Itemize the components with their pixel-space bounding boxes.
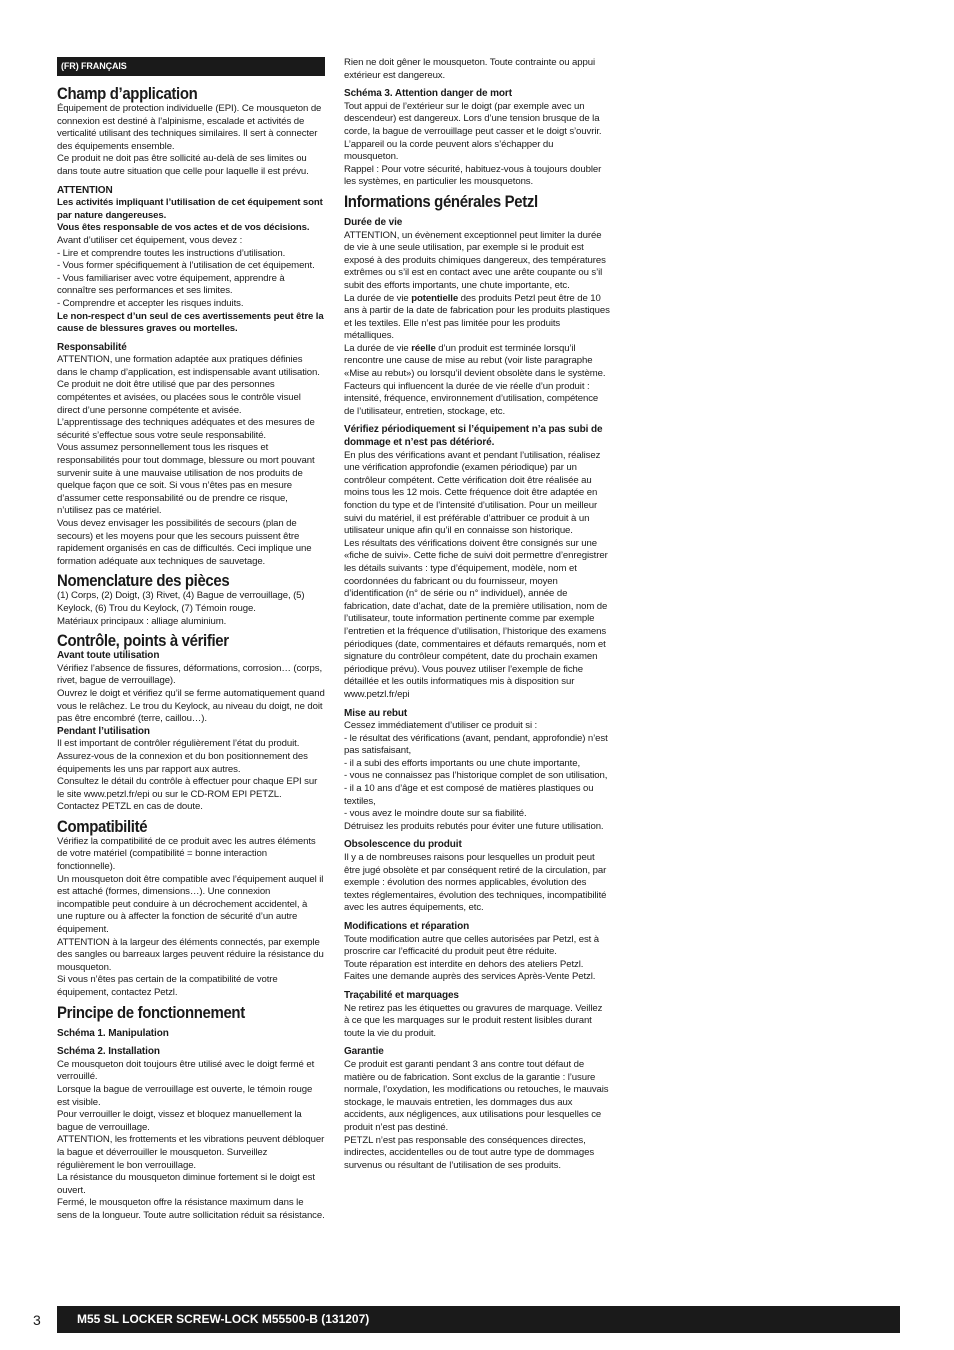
paragraph: Vous assumez personnellement tous les risques et responsabilités pour tout dommage, blessure ou mort pouvant survenir suite à une mauvaise utilisation de nos produits de quelque façon que ce soit. Si vous n’êtes pas en mesure d’assumer cette responsabilité ou de prendre ce risque, n’utilisez pas ce matériel.: [57, 442, 315, 517]
warning-text: Les activités impliquant l’utilisation de cet équipement sont par nature dangereuses.: [57, 197, 323, 221]
paragraph: Vérifiez la compatibilité de ce produit avec les autres éléments de votre matériel (compatibilité = bonne interaction fonctionnelle).: [57, 835, 316, 873]
paragraph: Toute réparation est interdite en dehors des ateliers Petzl. Faites une demande auprès des services Après-Vente Petzl.: [344, 958, 596, 983]
paragraph: Vous devez envisager les possibilités de secours (plan de secours) et les moyens pour que les secours puissent être rapidement organisés en cas de difficultés. Ceci implique une formation adéquate aux techniques de sauvetage.: [57, 518, 312, 567]
text-run: La durée de vie: [344, 292, 412, 304]
paragraph: Il y a de nombreuses raisons pour lesquelles un produit peut être jugé obsolète et par conséquent retiré de la circulation, par exemple : évolution des normes applicables, évolution des textes réglementaires, évolution des techniques, incompatibilité avec les autres équipements, etc.: [344, 852, 607, 914]
paragraph: Ce produit ne doit pas être sollicité au-delà de ses limites ou dans toute autre situation que celle pour laquelle il est prévu.: [57, 153, 309, 177]
paragraph: Fermé, le mousqueton offre la résistance maximum dans le sens de la longueur. Toute autre sollicitation réduit sa résistance.: [57, 1197, 325, 1221]
subtitle-modifications: Modifications et réparation: [344, 921, 470, 932]
text-run: La durée de vie: [344, 342, 412, 354]
paragraph: En plus des vérifications avant et pendant l’utilisation, réalisez une vérification approfondie (examen périodique) par un contrôleur compétent. Cette vérification doit être réalisée au moins tous les 12 mois. Cette fréquence doit être adaptée en fonction du type et de l’intensité d’utilisation. Pour un meilleur suivi du matériel, il est préférable d’attribuer ce produit à un utilisateur unique afin qu’il en connaisse son historique.: [344, 449, 601, 537]
emphasis: réelle: [411, 342, 436, 354]
paragraph: [344, 343, 610, 381]
paragraph: Si vous n’êtes pas certain de la compatibilité de votre équipement, contactez Petzl.: [57, 974, 278, 998]
paragraph: PETZL n’est pas responsable des conséquences directes, indirectes, accidentelles ou de tout autre type de dommages survenus ou résultant de l’utilisation de ses produits.: [344, 1134, 595, 1171]
right-column: [344, 57, 610, 1172]
paragraph: ATTENTION, un évènement exceptionnel peut limiter la durée de vie à une seule utilisation, par exemple si le produit est exposé à des produits chimiques dangereux, des températures extrêmes ou s’il est en contact avec une arête coupante ou s’il subit des efforts importants, une chute importante, etc.: [344, 229, 606, 291]
paragraph: Un mousqueton doit être compatible avec l’équipement auquel il est attaché (formes, dimensions…). Une connexion incompatible peut conduire à un décrochement accidentel, à une rupture ou à affecter la fonction de sécurité d’un autre équipement.: [57, 873, 324, 936]
section-title-principe: Principe de fonctionnement: [57, 1002, 245, 1022]
left-column: [57, 57, 325, 1223]
section-title-nomenclature: Nomenclature des pièces: [57, 571, 230, 591]
paragraph: Toute modification autre que celles autorisées par Petzl, est à proscrire car l’efficacité du produit peut être réduite.: [344, 933, 600, 958]
paragraph: ATTENTION, une formation adaptée aux pratiques définies dans le champ d’application, est indispensable avant utilisation.: [57, 354, 320, 378]
subtitle-rebut: Mise au rebut: [344, 707, 408, 719]
paragraph: Rien ne doit gêner le mousqueton. Toute contrainte ou appui extérieur est dangereux.: [344, 57, 596, 81]
paragraph: Facteurs qui influencent la durée de vie réelle d’un produit : intensité, fréquence, environnement d’utilisation, compétence de l’utilisateur, entretien, stockage, etc.: [344, 380, 599, 417]
paragraph: Vérifiez l’absence de fissures, déformations, corrosion… (corps, rivet, bague de verrouillage).: [57, 662, 323, 687]
paragraph: Pour verrouiller le doigt, vissez et bloquez manuellement la bague de verrouillage.: [57, 1109, 302, 1133]
subtitle-attention: ATTENTION: [57, 184, 113, 196]
paragraph: [344, 293, 610, 343]
list-item: - Vous former spécifiquement à l’utilisation de cet équipement.: [57, 260, 315, 272]
paragraph: (1) Corps, (2) Doigt, (3) Rivet, (4) Bague de verrouillage, (5) Keylock, (6) Trou du Keylock, (7) Témoin rouge.: [57, 590, 305, 614]
text-run: d’un produit est terminée lorsqu’il rencontre une cause de mise au rebut (voir liste paragraphe «Mise au rebut») ou lorsqu’il devient obsolète dans le système.: [344, 342, 606, 380]
paragraph: Cessez immédiatement d’utiliser ce produit si :: [344, 720, 538, 732]
section-title-champ: Champ d’application: [57, 84, 198, 103]
paragraph: Matériaux principaux : alliage aluminium.: [57, 615, 227, 627]
subtitle-pendant: Pendant l’utilisation: [57, 725, 150, 737]
paragraph: Ce produit ne doit être utilisé que par des personnes compétentes et avisées, ou placées sous le contrôle visuel direct d’une personne compétente et avisée.: [57, 379, 301, 416]
list-item: - il a 10 ans d’âge et est composé de matières plastiques ou textiles,: [344, 783, 594, 807]
paragraph: Les résultats des vérifications doivent être consignés sur une «fiche de suivi». Cette fiche de suivi doit permettre d’enregistrer les détails suivants : type d’équipement, modèle, nom et coordonnées du fabricant ou du fournisseur, moyen d’identification (n° de série ou n° individuel), année de fabrication, date d’achat, date de la première utilisation, nom de l’utilisateur, toute information pertinente comme par exemple l’entretien et la fréquence d’utilisation, l’historique des examens périodiques (date, commentaires et défauts remarqués, nom et signature du contrôleur compétent, date du prochain examen périodique prévu). Vous pouvez utiliser l’exemple de fiche détaillée et les outils informatiques mis à disposition sur www.petzl.fr/epi: [344, 537, 608, 700]
subtitle-obsolescence: Obsolescence du produit: [344, 839, 462, 851]
list-item: - vous avez le moindre doute sur sa fiabilité.: [344, 808, 527, 820]
subtitle-schema2: Schéma 2. Installation: [57, 1046, 160, 1058]
language-label: (FR) FRANÇAIS: [57, 57, 325, 76]
paragraph: Lorsque la bague de verrouillage est ouverte, le témoin rouge est visible.: [57, 1083, 313, 1108]
paragraph: Équipement de protection individuelle (EPI). Ce mousqueton de connexion est destiné à l’alpinisme, escalade et activités de verticalité utilisant des techniques similaires. Il sert à connecter des équipements ensemble.: [57, 103, 322, 152]
list-item: - il a subi des efforts importants ou une chute importante,: [344, 757, 581, 769]
paragraph: Il est important de contrôler régulièrement l’état du produit. Assurez-vous de la connexion et du bon positionnement des équipements les uns par rapport aux autres.: [57, 738, 308, 775]
list-item: - le résultat des vérifications (avant, pendant, approfondie) n’est pas satisfaisant,: [344, 732, 608, 757]
paragraph: Contactez PETZL en cas de doute.: [57, 801, 203, 813]
section-title-informations: Informations générales Petzl: [344, 191, 538, 211]
paragraph: Détruisez les produits rebutés pour éviter une future utilisation.: [344, 820, 604, 832]
emphasis: potentielle: [411, 292, 459, 304]
warning-text: Vous êtes responsable de vos actes et de vos décisions.: [57, 222, 310, 234]
list-item: - Lire et comprendre toutes les instructions d’utilisation.: [57, 247, 286, 259]
subtitle-schema3: Schéma 3. Attention danger de mort: [344, 88, 512, 100]
paragraph: Avant d’utiliser cet équipement, vous devez :: [57, 234, 243, 246]
paragraph: ATTENTION à la largeur des éléments connectés, par exemple des sangles ou barreaux larges peuvent réduire la résistance du mousqueton.: [57, 936, 324, 973]
paragraph: Rappel : Pour votre sécurité, habituez-vous à toujours doubler les systèmes, en particulier les mousquetons.: [344, 163, 602, 188]
list-item: - Vous familiariser avec votre équipement, apprendre à connaître ses performances et ses limites.: [57, 272, 285, 297]
subtitle-verification: Vérifiez périodiquement si l’équipement n’a pas subi de dommage et n’est pas détérioré.: [344, 424, 603, 449]
paragraph: ATTENTION, les frottements et les vibrations peuvent débloquer la bague et déverrouiller le mousqueton. Surveillez régulièrement le bon verrouillage.: [57, 1134, 325, 1171]
subtitle-garantie: Garantie: [344, 1046, 384, 1058]
warning-text: Le non-respect d’un seul de ces avertissements peut être la cause de blessures graves ou mortelles.: [57, 310, 324, 335]
section-title-controle: Contrôle, points à vérifier: [57, 631, 229, 651]
paragraph: Tout appui de l’extérieur sur le doigt (par exemple avec un descendeur) est dangereux. Lors d’une tension brusque de la corde, la bague de verrouillage peut casser et le doigt s’ouvrir. L’appareil ou la corde peuvent alors s’échapper du mousqueton.: [344, 100, 602, 163]
paragraph: Ce mousqueton doit toujours être utilisé avec le doigt fermé et verrouillé.: [57, 1058, 315, 1083]
subtitle-duree: Durée de vie: [344, 216, 403, 228]
paragraph: Ce produit est garanti pendant 3 ans contre tout défaut de matière ou de fabrication. Sont exclus de la garantie : l’usure normale, l’oxydation, les modifications ou retouches, le mauvais stockage, le mauvais entretien, les dommages dus aux accidents, aux négligences, aux utilisations pour lesquelles ce produit n’est pas destiné.: [344, 1058, 609, 1133]
paragraph: Ouvrez le doigt et vérifiez qu’il se ferme automatiquement quand vous le relâchez. Le trou du Keylock, au niveau du doigt, ne doit pas être encombré (terre, caillou…).: [57, 687, 325, 725]
list-item: - Comprendre et accepter les risques induits.: [57, 297, 244, 309]
paragraph: L’apprentissage des techniques adéquates et des mesures de sécurité s’effectue sous votre seule responsabilité.: [57, 417, 315, 441]
subtitle-schema1: Schéma 1. Manipulation: [57, 1027, 169, 1039]
section-title-compatibilite: Compatibilité: [57, 816, 148, 836]
list-item: - vous ne connaissez pas l’historique complet de son utilisation,: [344, 770, 608, 782]
page-footer: [0, 1306, 954, 1334]
paragraph: Ne retirez pas les étiquettes ou gravures de marquage. Veillez à ce que les marquages sur le produit restent lisibles durant toute la vie du produit.: [344, 1002, 603, 1039]
subtitle-tracabilite: Traçabilité et marquages: [344, 989, 459, 1001]
paragraph: Consultez le détail du contrôle à effectuer pour chaque EPI sur le site www.petzl.fr/epi ou sur le CD-ROM EPI PETZL.: [57, 776, 318, 800]
page-number: 3: [33, 1312, 41, 1328]
subtitle-avant: Avant toute utilisation: [57, 650, 160, 662]
subtitle-responsabilite: Responsabilité: [57, 341, 127, 353]
text-run: des produits Petzl peut être de 10 ans à partir de la date de fabrication pour les produits plastiques et les textiles. Elle n’est pas limitée pour les produits métalliques.: [344, 292, 610, 342]
paragraph: La résistance du mousqueton diminue fortement si le doigt est ouvert.: [57, 1172, 315, 1196]
footer-doc-title: M55 SL LOCKER SCREW-LOCK M55500-B (131207): [57, 1306, 900, 1333]
